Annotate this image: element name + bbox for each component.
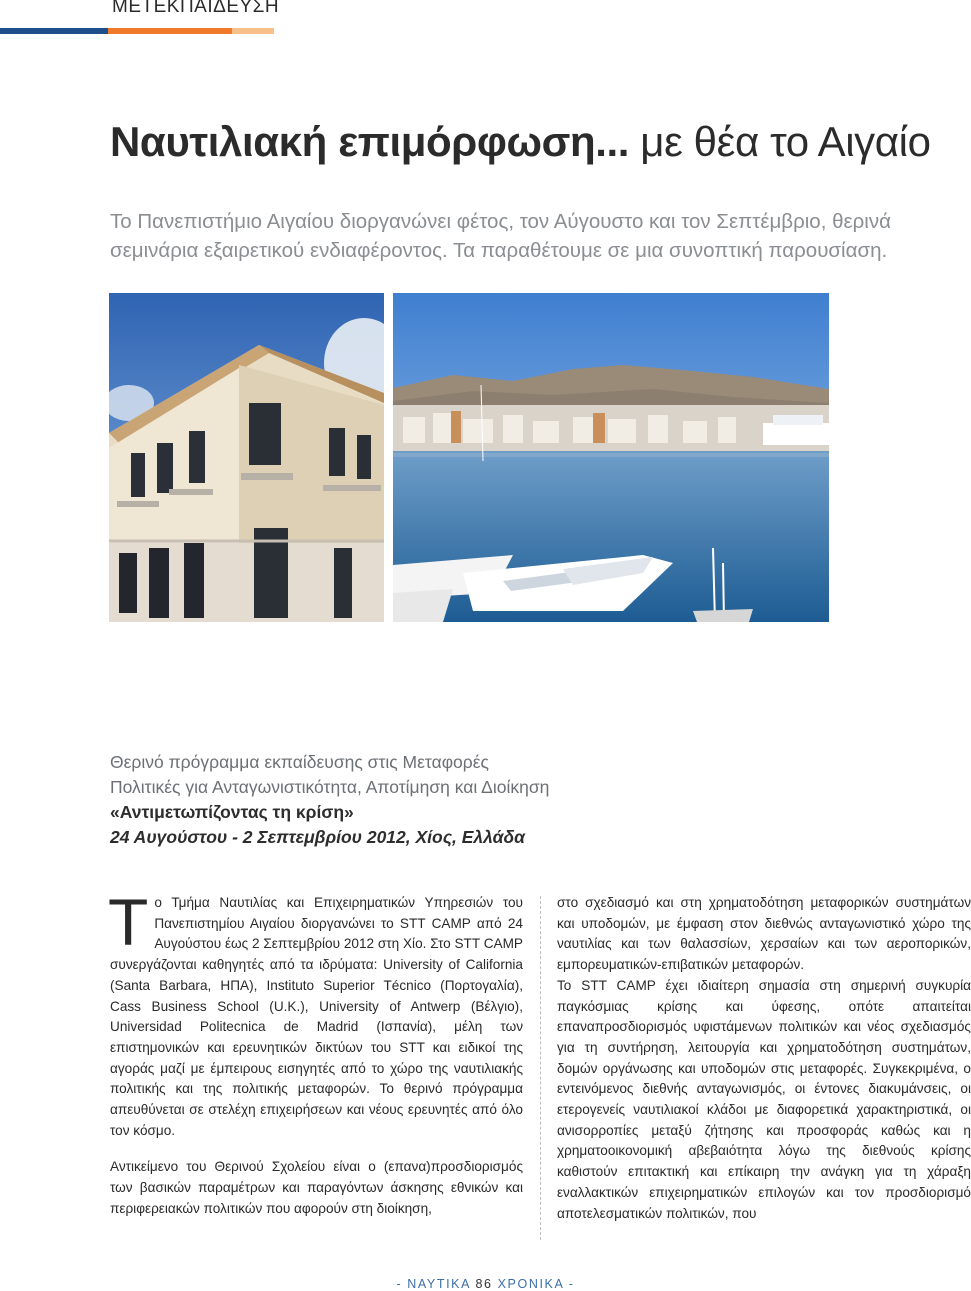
section-bar-navy	[0, 28, 108, 34]
chios-harbor-photo	[393, 293, 829, 622]
article-paragraph: στο σχεδιασμό και στη χρηματοδότηση μεταφορικών συστημάτων και υποδομών, με έμφαση στον διεθνώς ανταγωνιστικό χώρο της ναυτιλίας και των θαλασσίων, χερσαίων και των αεροπορικών, εμπορευματικών-επιβατικών μεταφορών.	[557, 895, 971, 973]
headline	[110, 118, 931, 166]
program-block	[110, 750, 810, 850]
program-title: «Αντιμετωπίζοντας τη κρίση»	[110, 802, 354, 822]
article-column-left	[108, 885, 523, 1220]
section-bar-orange	[108, 28, 232, 34]
headline-strong: Ναυτιλιακή επιμόρφωση...	[110, 118, 630, 165]
neoclassical-building-photo	[109, 293, 384, 622]
lead-line-1: Το Πανεπιστήμιο Αιγαίου διοργανώνει φέτος, τον Αύγουστο και τον Σεπτέμβριο, θερινά	[110, 210, 891, 233]
page-footer	[0, 1277, 971, 1291]
program-dates: 24 Αυγούστου - 2 Σεπτεμβρίου 2012, Χίος, Ελλάδα	[110, 827, 526, 847]
drop-cap: Τ	[108, 885, 149, 959]
article-paragraph	[108, 885, 523, 1141]
article-column-right	[557, 893, 971, 1224]
headline-light: με θέα το Αιγαίο	[629, 118, 931, 165]
section-label: ΜΕΤΕΚΠΑΙΔΕΥΣΗ	[112, 0, 280, 17]
article-paragraph: Το STT CAMP έχει ιδιαίτερη σημασία στη σημερινή συγκυρία παγκόσμιας κρίσης και ύφεσης, οπότε απαιτείται επαναπροσδιορισμός υφιστάμενων πολιτικών και νέος σχεδιασμός για τη συντήρηση, λειτουργία και χρηματοδότηση συστημάτων, δομών οργάνωσης και υποδομών στις μεταφορές. Συγκεκριμένα, ο εντεινόμενος διεθνής ανταγωνισμός, οι έντονες διακυμάνσεις, οι ετερογενείς ναυτιλιακοί κλάδοι με διαφορετικά χαρακτηριστικά, οι ανισορροπίες μεταξύ ζήτησης και προσφοράς καθώς και η χρηματοοικονομική αβεβαιότητα λόγω της διεθνούς κρίσης καθιστούν επιτακτική και επίκαιρη την ανάγκη για τη χάραξη εναλλακτικών επιχειρηματικών επιλογών και τον προσδιορισμό αποτελεσματικών πολιτικών, που	[557, 977, 971, 1221]
page-number: 86	[475, 1277, 493, 1291]
footer-right: ΧΡΟΝΙΚΑ -	[492, 1277, 575, 1291]
column-divider	[540, 896, 541, 1240]
lead-line-2: σεμινάρια εξαιρετικού ενδιαφέροντος. Τα παραθέτουμε σε μια συνοπτική παρουσίαση.	[110, 239, 888, 262]
article-paragraph-text: ο Τμήμα Ναυτιλίας και Επιχειρηματικών Υπηρεσιών του Πανεπιστημίου Αιγαίου διοργανώνει το STT CAMP από 24 Αυγούστου έως 2 Σεπτεμβρίου 2012 στη Χίο. Στο STT CAMP συνεργάζονται καθηγητές από τα ιδρύματα: University of California (Santa Barbara, ΗΠΑ), Instituto Superior Técnico (Πορτογαλία), Cass Business School (U.K.), University of Antwerp (Βέλγιο), Universidad Politecnica de Madrid (Ισπανία), μέλη των επιστημονικών και ερευνητικών δικτύων του STT και ειδικοί της αγοράς μαζί με έμπειρους εισηγητές από το χώρο της ναυτιλιακής πολιτικής και της πολιτικής μεταφορών. Το θερινό πρόγραμμα απευθύνεται σε στελέχη επιχειρήσεων και νέους ερευνητές από όλο τον κόσμο.	[110, 895, 523, 1138]
article-paragraph: Αντικείμενο του Θερινού Σχολείου είναι ο (επανα)προσδιορισμός των βασικών παραμέτρων και παραγόντων άσκησης εθνικών και περιφερειακών πολιτικών που αφορούν στη διοίκηση,	[110, 1159, 523, 1216]
program-line-1: Θερινό πρόγραμμα εκπαίδευσης στις Μεταφορές	[110, 752, 489, 772]
section-bar-peach	[232, 28, 274, 34]
lead-paragraph	[110, 207, 970, 265]
program-line-2: Πολιτικές για Ανταγωνιστικότητα, Αποτίμηση και Διοίκηση	[110, 777, 550, 797]
footer-left: - ΝΑΥΤΙΚΑ	[396, 1277, 476, 1291]
